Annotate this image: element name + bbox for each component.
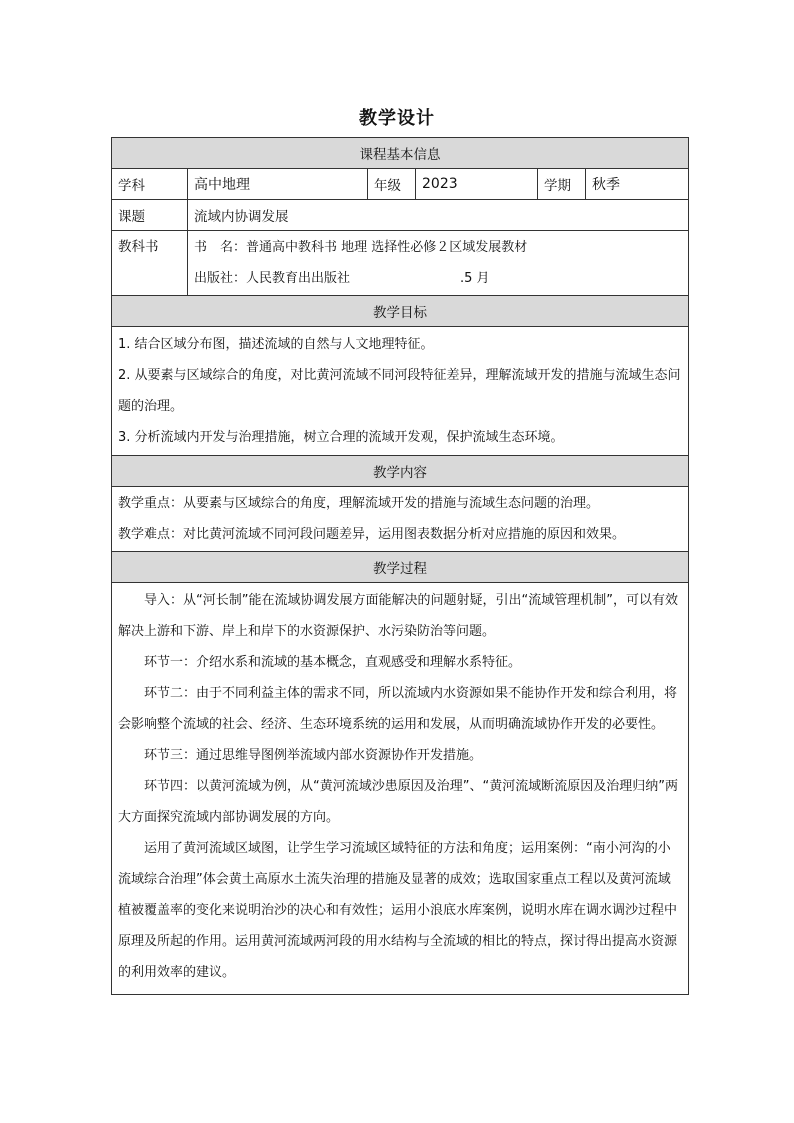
process-paragraph: 导入：从“河长制”能在流域协调发展方面能解决的问题射疑，引出“流域管理机制”，可以有效解决上游和下游、岸上和岸下的水资源保护、水污染防治等问题。 [118, 593, 678, 639]
publisher-text: 出版社：人民教育出出版社 [194, 271, 351, 286]
textbook-publisher-line [194, 263, 682, 294]
goal-item: 1. 结合区域分布图，描述流域的自然与人文地理特征。 [118, 337, 434, 352]
goal-item: 3. 分析流域内开发与治理措施，树立合理的流域开发观，保护流域生态环境。 [118, 430, 564, 445]
content-body [112, 487, 689, 552]
publish-date: .5 月 [460, 271, 490, 286]
section-header-process: 教学过程 [112, 552, 689, 583]
document-title: 教学设计 [359, 108, 435, 129]
subject-label: 学科 [112, 169, 188, 200]
topic-value: 流域内协调发展 [188, 200, 689, 231]
process-paragraph: 运用了黄河流域区域图，让学生学习流域区域特征的方法和角度；运用案例：“南小河沟的小流域综合治理”体会黄土高原水土流失治理的措施及显著的成效；选取国家重点工程以及黄河流域植被覆盖率的变化来说明治沙的决心和有效性；运用小浪底水库案例，说明水库在调水调沙过程中原理及所起的作用。运用黄河流域两河段的用水结构与全流域的相比的特点，探讨得出提高水资源的利用效率的建议。 [118, 841, 678, 980]
subject-value: 高中地理 [188, 169, 368, 200]
textbook-info [188, 231, 689, 296]
lesson-plan-table [111, 137, 689, 995]
process-paragraph: 环节四：以黄河流域为例，从“黄河流域沙患原因及治理”、“黄河流域断流原因及治理归纳”两大方面探究流域内部协调发展的方向。 [118, 779, 678, 825]
grade-value: 2023 [416, 169, 538, 200]
difficulty-point: 教学难点：对比黄河流域不同河段问题差异，运用图表数据分析对应措施的原因和效果。 [118, 527, 626, 542]
textbook-label: 教科书 [112, 231, 188, 296]
topic-label: 课题 [112, 200, 188, 231]
term-label: 学期 [538, 169, 586, 200]
key-point: 教学重点：从要素与区域综合的角度，理解流域开发的措施与流域生态问题的治理。 [118, 496, 600, 511]
process-paragraph: 环节三：通过思维导图例举流域内部水资源协作开发措施。 [144, 748, 483, 763]
grade-label: 年级 [368, 169, 416, 200]
term-value: 秋季 [586, 169, 689, 200]
section-header-basic-info: 课程基本信息 [112, 138, 689, 169]
textbook-book-line: 书 名：普通高中教科书 地理 选择性必修２区域发展教材 [194, 240, 528, 255]
section-header-content: 教学内容 [112, 456, 689, 487]
process-paragraph: 环节一：介绍水系和流域的基本概念，直观感受和理解水系特征。 [144, 655, 522, 670]
goals-list [112, 327, 689, 456]
process-paragraph: 环节二：由于不同利益主体的需求不同，所以流域内水资源如果不能协作开发和综合利用，将会影响整个流域的社会、经济、生态环境系统的运用和发展，从而明确流域协作开发的必要性。 [118, 686, 678, 732]
section-header-goals: 教学目标 [112, 296, 689, 327]
process-body [112, 583, 689, 995]
goal-item: 2. 从要素与区域综合的角度，对比黄河流域不同河段特征差异，理解流域开发的措施与流域生态问题的治理。 [118, 368, 681, 414]
